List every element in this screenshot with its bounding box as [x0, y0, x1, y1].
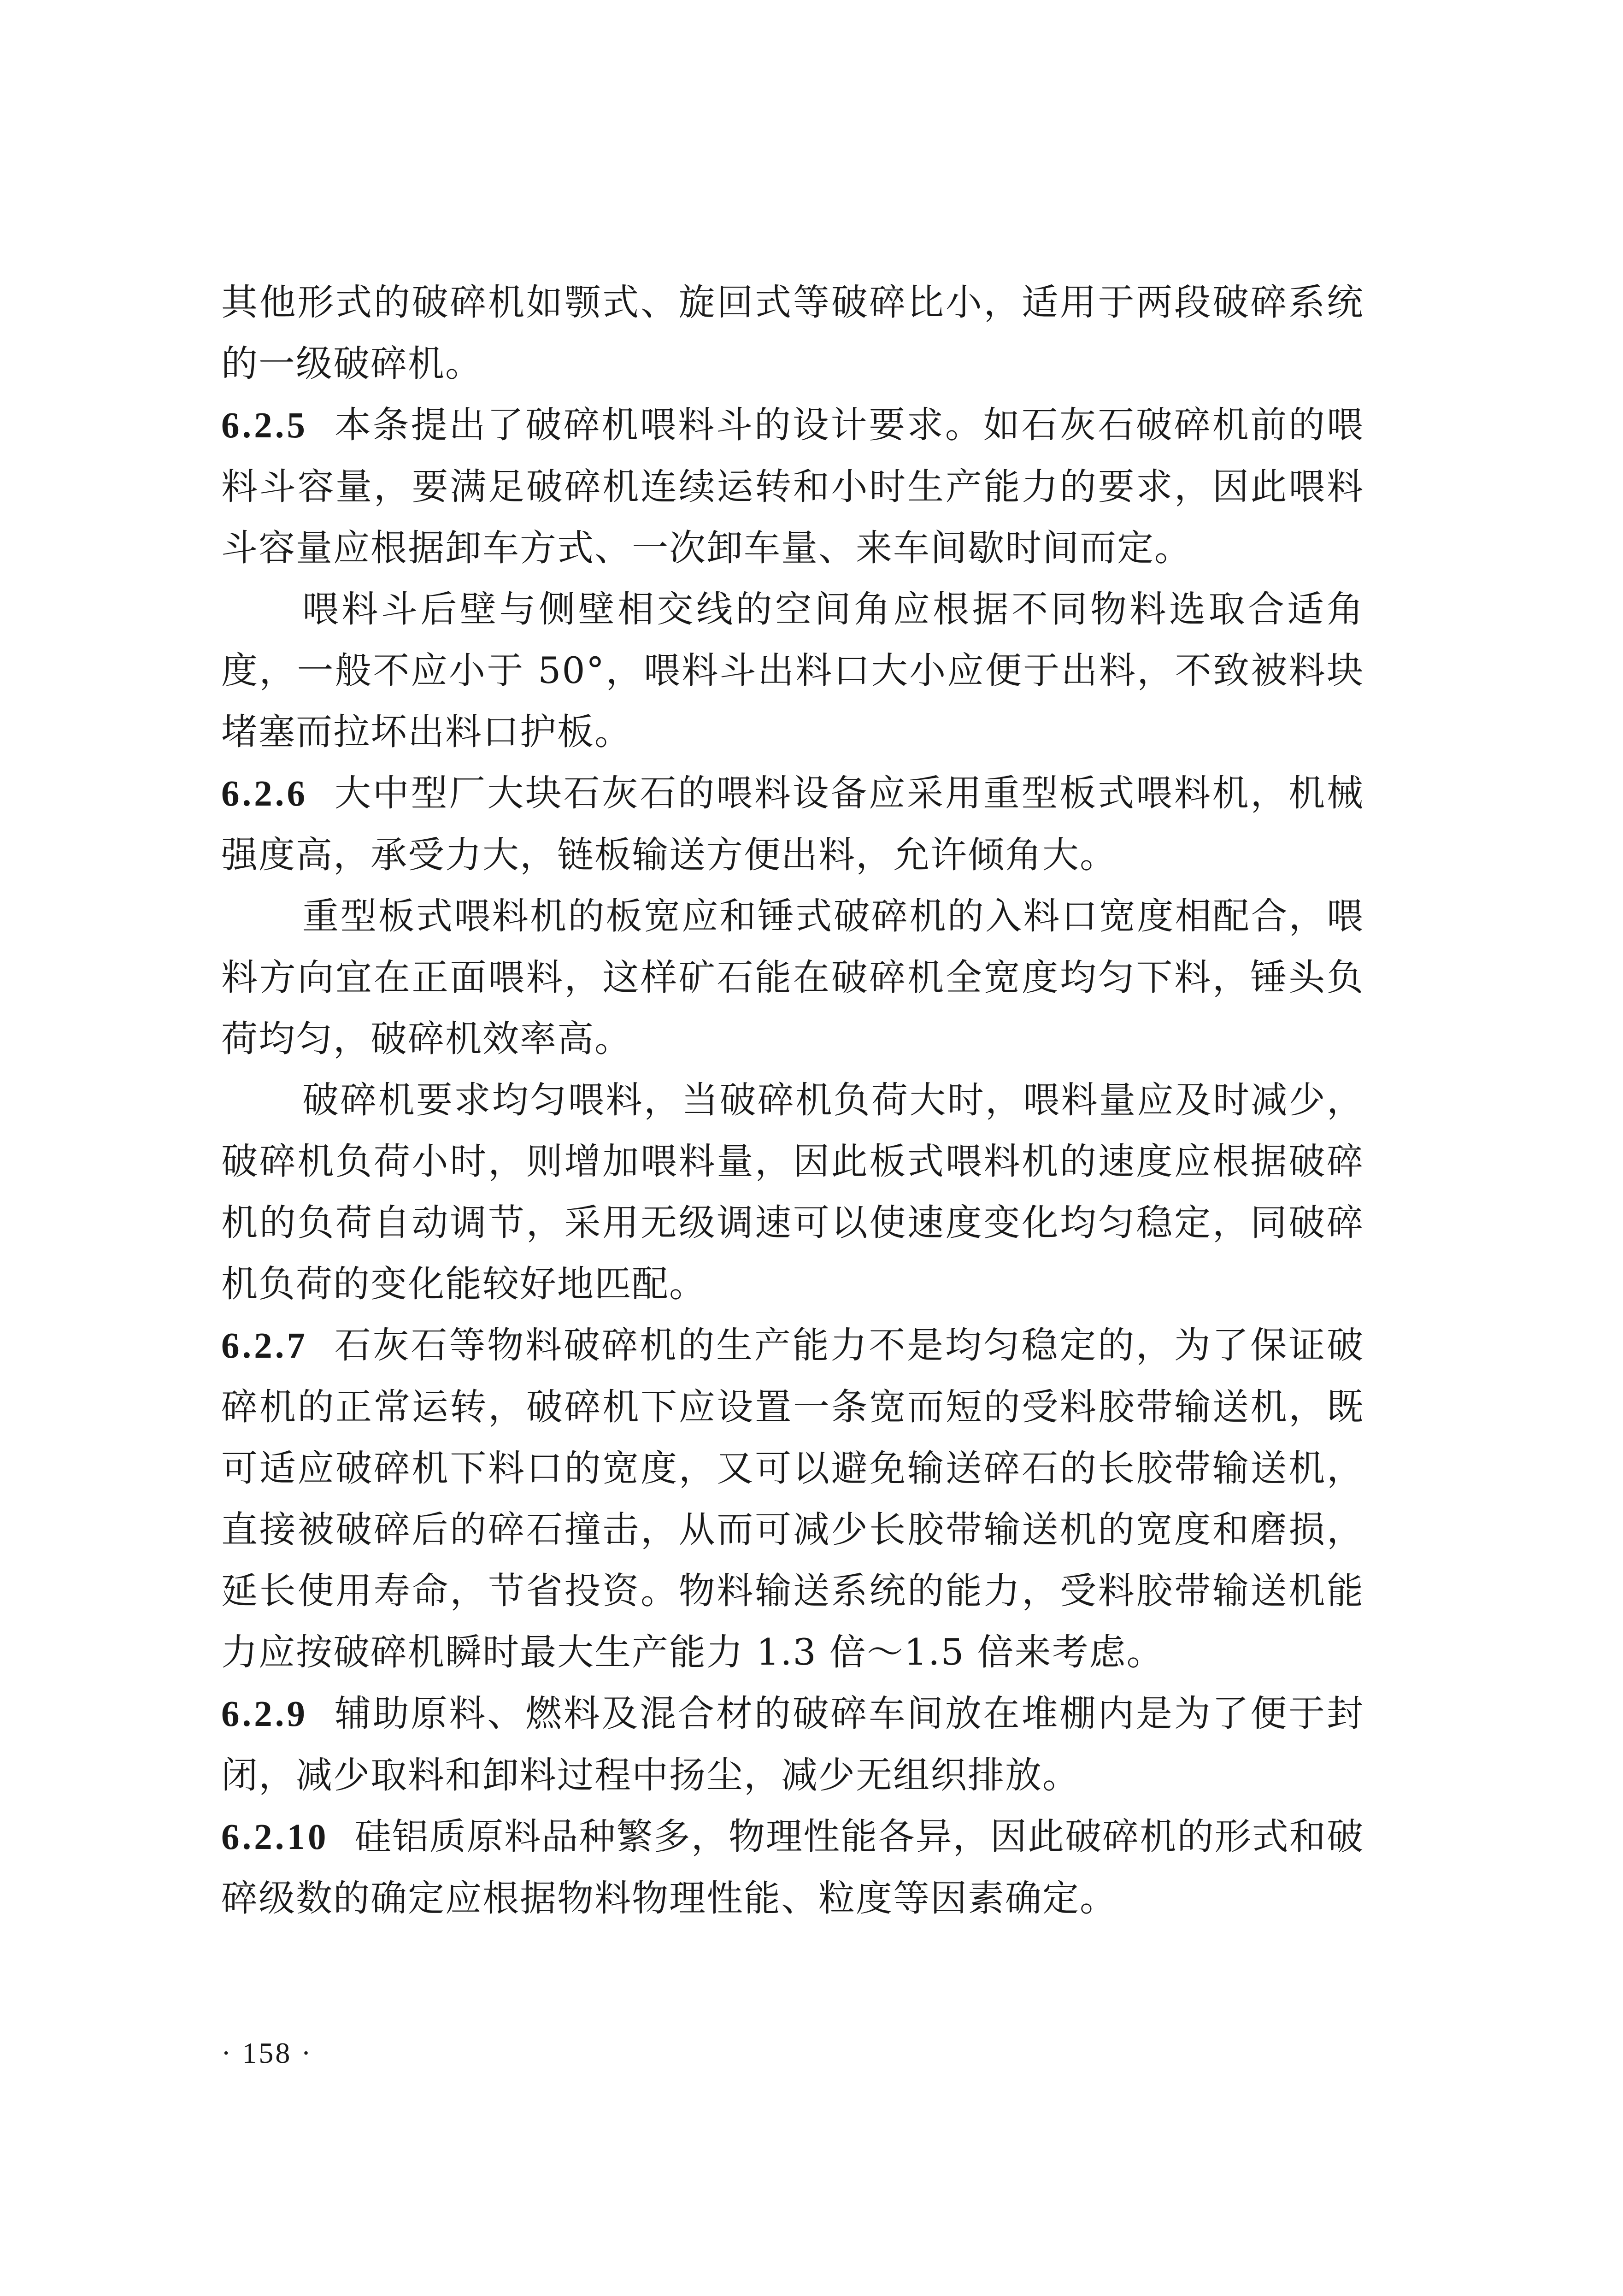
paragraph-uniform-feed [221, 1070, 1364, 1315]
clause-6-2-6 [221, 763, 1364, 886]
paragraph-text: 重型板式喂料机的板宽应和锤式破碎机的入料口宽度相配合，喂料方向宜在正面喂料，这样矿石能在破碎机全宽度均匀下料，锤头负荷均匀，破碎机效率高。 [221, 895, 1364, 1060]
paragraph-text: 石灰石等物料破碎机的生产能力不是均匀稳定的，为了保证破碎机的正常运转，破碎机下应设置一条宽而短的受料胶带输送机，既可适应破碎机下料口的宽度，又可以避免输送碎石的长胶带输送机，直接被破碎后的碎石撞击，从而可减少长胶带输送机的宽度和磨损，延长使用寿命，节省投资。物料输送系统的能力，受料胶带输送机能力应按破碎机瞬时最大生产能力 1.3 倍～1.5 倍来考虑。 [221, 1324, 1364, 1673]
clause-number: 6.2.6 [221, 774, 308, 814]
paragraph-text: 硅铝质原料品种繁多，物理性能各异，因此破碎机的形式和破碎级数的确定应根据物料物理性能、粒度等因素确定。 [221, 1815, 1364, 1919]
body-text [221, 272, 1364, 1929]
paragraph-text: 破碎机要求均匀喂料，当破碎机负荷大时，喂料量应及时减少，破碎机负荷小时，则增加喂料量，因此板式喂料机的速度应根据破碎机的负荷自动调节，采用无级调速可以使速度变化均匀稳定，同破碎机负荷的变化能较好地匹配。 [221, 1079, 1364, 1305]
clause-6-2-5 [221, 394, 1364, 579]
clause-number: 6.2.9 [221, 1694, 308, 1734]
paragraph-text: 喂料斗后壁与侧壁相交线的空间角应根据不同物料选取合适角度，一般不应小于 50°，喂料斗出料口大小应便于出料，不致被料块堵塞而拉坏出料口护板。 [221, 588, 1364, 753]
clause-6-2-7 [221, 1315, 1364, 1683]
clause-number: 6.2.10 [221, 1817, 329, 1857]
paragraph-plate-width [221, 886, 1364, 1070]
clause-number: 6.2.7 [221, 1326, 308, 1366]
paragraph-text: 其他形式的破碎机如颚式、旋回式等破碎比小，适用于两段破碎系统的一级破碎机。 [221, 281, 1364, 385]
paragraph-text: 辅助原料、燃料及混合材的破碎车间放在堆棚内是为了便于封闭，减少取料和卸料过程中扬尘，减少无组织排放。 [221, 1692, 1364, 1796]
clause-6-2-9 [221, 1683, 1364, 1806]
clause-number: 6.2.5 [221, 406, 308, 446]
paragraph-text: 本条提出了破碎机喂料斗的设计要求。如石灰石破碎机前的喂料斗容量，要满足破碎机连续运转和小时生产能力的要求，因此喂料斗容量应根据卸车方式、一次卸车量、来车间歇时间而定。 [221, 404, 1364, 569]
page-number: · 158 · [221, 2037, 313, 2069]
clause-6-2-10 [221, 1806, 1364, 1929]
paragraph-text: 大中型厂大块石灰石的喂料设备应采用重型板式喂料机，机械强度高，承受力大，链板输送方便出料，允许倾角大。 [221, 772, 1364, 876]
paragraph-continuation [221, 272, 1364, 394]
paragraph-hopper-angle [221, 579, 1364, 763]
